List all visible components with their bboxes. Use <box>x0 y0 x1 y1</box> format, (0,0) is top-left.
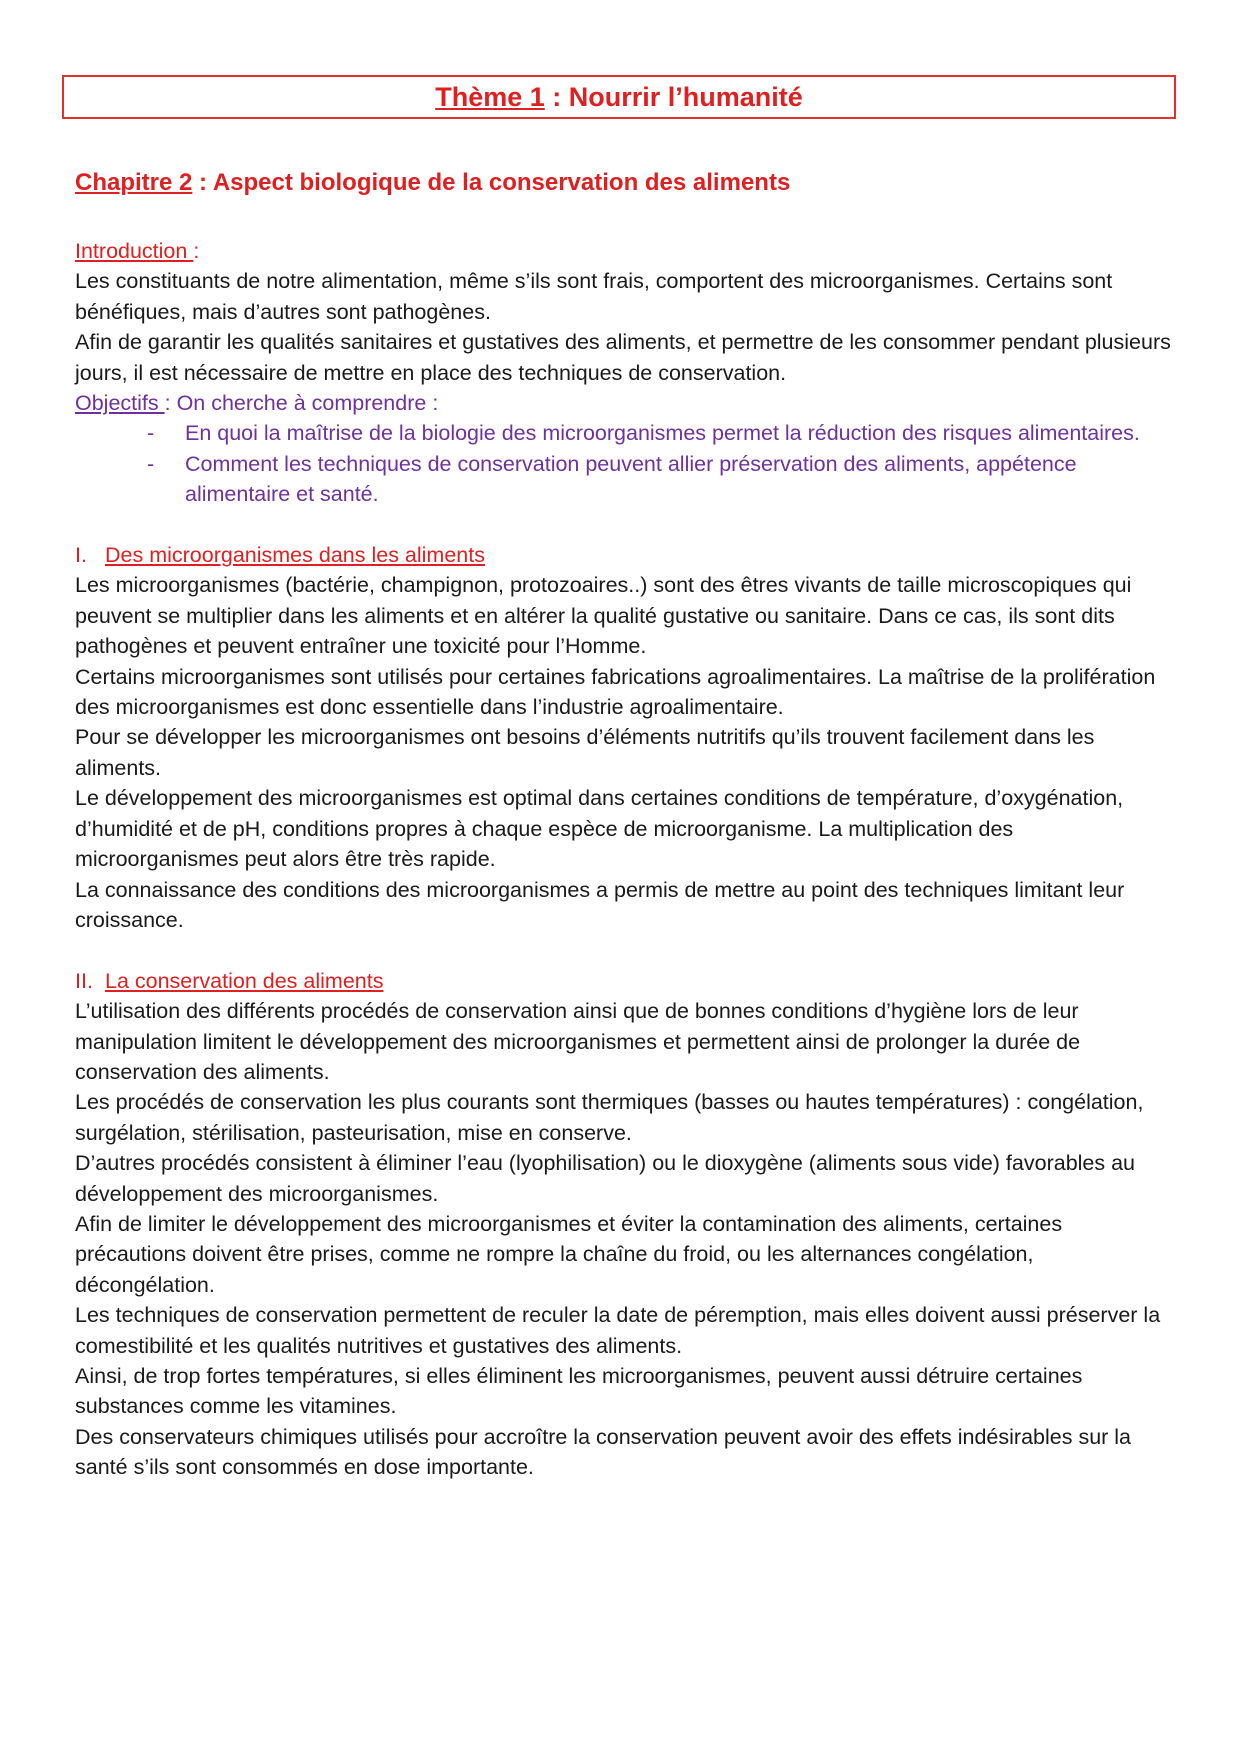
section-1-paragraph: La connaissance des conditions des microorganismes a permis de mettre au point des techniques limitant leur croissance. <box>75 877 1125 932</box>
section-2-paragraph: Les procédés de conservation les plus courants sont thermiques (basses ou hautes températures) : congélation, surgélation, stérilisation, pasteurisation, mise en conserve. <box>75 1090 1144 1145</box>
section-1-paragraph: Pour se développer les microorganismes ont besoins d’éléments nutritifs qu’ils trouvent facilement dans les aliments. <box>75 725 1095 780</box>
objective-item <box>147 449 1175 510</box>
section-2-paragraph: Les techniques de conservation permettent de reculer la date de péremption, mais elles doivent aussi préserver la comestibilité et les qualités nutritives et gustatives des aliments. <box>75 1303 1161 1358</box>
chapter-heading <box>75 167 790 199</box>
section-1-paragraph: Certains microorganismes sont utilisés pour certaines fabrications agroalimentaires. La maîtrise de la prolifération des microorganismes est donc essentielle dans l’industrie agroalimentaire. <box>75 664 1156 720</box>
introduction-heading-colon: : <box>193 239 200 263</box>
section-2-paragraph: Afin de limiter le développement des microorganismes et éviter la contamination des aliments, certaines précautions doivent être prises, comme ne rompre la chaîne du froid, ou les alternances congélation, décongélation. <box>75 1211 1063 1297</box>
section-1-number: I. <box>75 543 87 568</box>
objectives-list <box>75 418 1175 509</box>
section-2-paragraph: Ainsi, de trop fortes températures, si elles éliminent les microorganismes, peuvent aussi détruire certaines substances comme les vitamines. <box>75 1364 1083 1419</box>
objective-text: Comment les techniques de conservation peuvent allier préservation des aliments, appétence alimentaire et santé. <box>185 451 1077 507</box>
theme-title-box <box>62 75 1176 119</box>
theme-title: : Nourrir l’humanité <box>544 82 803 112</box>
chapter-title: : Aspect biologique de la conservation des aliments <box>192 169 791 196</box>
introduction-heading <box>75 236 1175 266</box>
spacer <box>75 935 1175 965</box>
dash-bullet: - <box>147 451 155 476</box>
section-2-paragraph: L’utilisation des différents procédés de conservation ainsi que de bonnes conditions d’hygiène lors de leur manipulation limitent le développement des microorganismes et permettent ainsi de prolonger la durée de conservation des aliments. <box>75 999 1081 1084</box>
dash-bullet: - <box>147 421 155 446</box>
objective-text: En quoi la maîtrise de la biologie des microorganismes permet la réduction des risques alimentaires. <box>185 421 1140 446</box>
section-2-title: La conservation des aliments <box>105 968 384 993</box>
document-body <box>75 236 1175 1483</box>
section-2-paragraph: D’autres procédés consistent à éliminer l’eau (lyophilisation) ou le dioxygène (aliments sous vide) favorables au développement des microorganismes. <box>75 1151 1136 1206</box>
objectives-heading-suffix: : On cherche à comprendre : <box>164 391 439 416</box>
theme-label: Thème 1 <box>435 82 545 112</box>
intro-paragraph: Afin de garantir les qualités sanitaires et gustatives des aliments, et permettre de les consommer pendant plusieurs jours, il est nécessaire de mettre en place des techniques de conservation. <box>75 330 1171 385</box>
chapter-label: Chapitre 2 <box>75 169 193 196</box>
introduction-heading-text: Introduction <box>75 239 194 263</box>
section-2-heading <box>75 966 1175 996</box>
section-1-heading <box>75 540 1175 570</box>
objectives-heading <box>75 388 1175 418</box>
section-1-paragraph: Les microorganismes (bactérie, champignon, protozoaires..) sont des êtres vivants de taille microscopiques qui peuvent se multiplier dans les aliments et en altérer la qualité gustative ou sanitaire. Dans ce cas, ils sont dits pathogènes et peuvent entraîner une toxicité pour l’Homme. <box>75 573 1132 659</box>
objectives-heading-text: Objectifs <box>75 391 165 416</box>
intro-paragraph: Les constituants de notre alimentation, même s’ils sont frais, comportent des microorganismes. Certains sont bénéfiques, mais d’autres sont pathogènes. <box>75 269 1113 324</box>
objective-item <box>147 418 1175 448</box>
section-1-title: Des microorganismes dans les aliments <box>105 543 485 568</box>
section-2-paragraph: Des conservateurs chimiques utilisés pour accroître la conservation peuvent avoir des effets indésirables sur la santé s’ils sont consommés en dose importante. <box>75 1424 1132 1480</box>
section-2-number: II. <box>75 968 93 993</box>
spacer <box>75 510 1175 540</box>
section-1-paragraph: Le développement des microorganismes est optimal dans certaines conditions de température, d’oxygénation, d’humidité et de pH, conditions propres à chaque espèce de microorganisme. La multiplication des microorganismes peut alors être très rapide. <box>75 786 1124 872</box>
